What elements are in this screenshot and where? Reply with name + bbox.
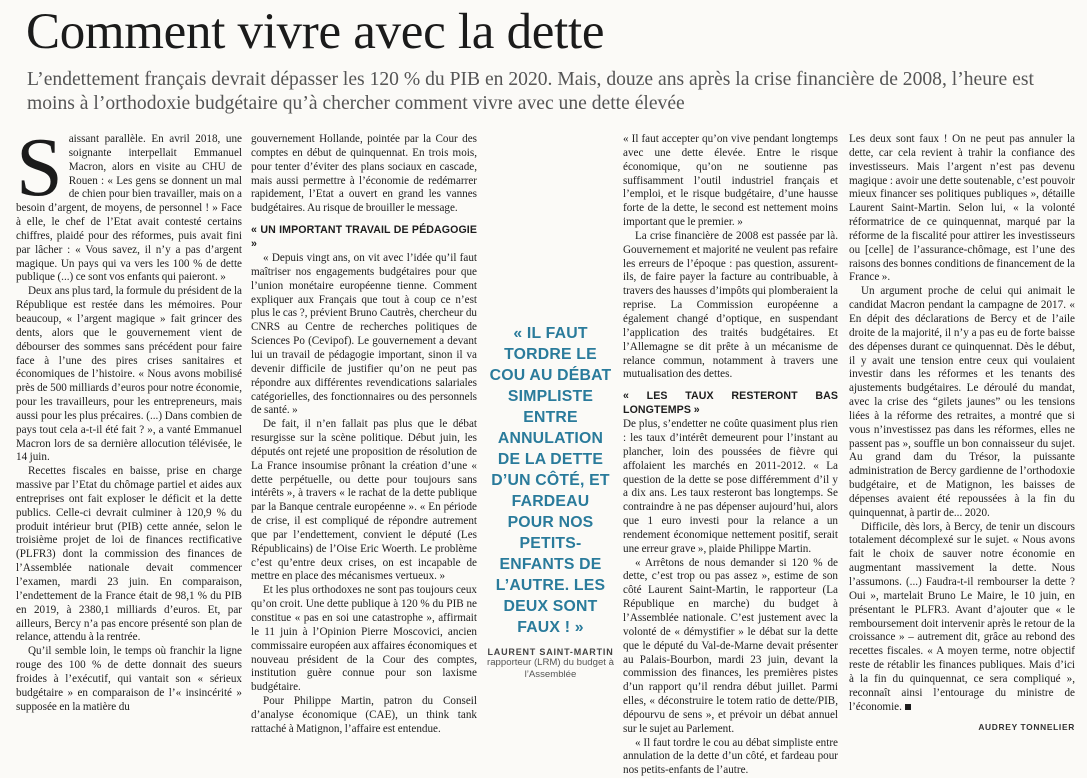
- drop-cap: S: [16, 121, 63, 214]
- paragraph: [849, 521, 1075, 715]
- paragraph: « Il faut tordre le cou au débat simpliste entre annulation de la dette d’un côté, et fardeau pour nos petits-enfants de l’autre.: [623, 736, 838, 777]
- paragraph: De plus, s’endetter ne coûte quasiment plus rien : les taux d’intérêt demeurent pour l’instant au plancher, loin des poussées de fièvre qui affolaient les marchés en 2011-2012. « La question de la dette se pose différemment d’il y a dix ans. Les taux resteront bas longtemps. Se contraindre à ne pas dépenser aujourd’hui, alors que 1 euro investi pour la relance a un rendement économique nettement positif, serait une erreur grave », plaide Philippe Martin.: [623, 418, 838, 555]
- paragraph: Qu’il semble loin, le temps où franchir la ligne rouge des 100 % de dette donnait des sueurs froides à l’exécutif, qui vantait son « sérieux budgétaire » en comparaison de l’« insincérité » supposée en la matière du: [16, 645, 242, 713]
- paragraph: Pour Philippe Martin, patron du Conseil d’analyse économique (CAE), un think tank rattaché à Matignon, l’affaire est entendue.: [251, 695, 477, 735]
- paragraph: Les deux sont faux ! On ne peut pas annuler la dette, car cela revient à trahir la confiance des investisseurs. Mais l’argent n’est pas devenu magique : avoir une dette soutenable, c’est pouvoir mieux financer ses politiques publiques », détaille Laurent Saint-Martin. Selon lui, « la volonté réformatrice de ce quinquennat, marqué par la réforme de la fiscalité pour attirer les investisseurs ou [celle] de l’assurance-chômage, est l’une des raisons des bonnes conditions de financement de la France ».: [849, 133, 1075, 284]
- pull-quote-text: « IL FAUT TORDRE LE COU AU DÉBAT SIMPLISTE ENTRE ANNULATION DE LA DETTE D’UN CÔTÉ, ET FARDEAU POUR NOS PETITS-ENFANTS DE L’AUTRE. LES DEUX SONT FAUX ! »: [489, 325, 612, 636]
- paragraph: Un argument proche de celui qui animait le candidat Macron pendant la campagne de 2017. « En dépit des déclarations de Bercy et de l’aile droite de la majorité, il n’y a pas eu de forte baisse des dépenses durant ce quinquennat. Dès le début, il y avait une tension entre ceux qui voulaient investir dans les réformes et les tenants des ajustements budgétaires. Le déroulé du mandat, avec la crise des “gilets jaunes” ou les tensions liées à la réforme des retraites, a montré que si vous n’investissez pas dans les réformes, elles ne passent pas », souffle un bon connaisseur du sujet. Au grand dam du Trésor, la puissante administration de Bercy gardienne de l’orthodoxie budgétaire, et de Matignon, les baisses de dépenses avaient été repoussées à la fin du quinquennat, à partir de... 2020.: [849, 285, 1075, 519]
- byline: AUDREY TONNELIER: [978, 722, 1075, 733]
- column-3: [623, 133, 838, 778]
- column-2: [251, 133, 477, 737]
- pull-quote-role: rapporteur (LRM) du budget à l’Assemblée: [487, 657, 614, 680]
- paragraph-text: Difficile, dès lors, à Bercy, de tenir un discours totalement décomplexé sur le sujet. « Nous avons fait le choix de sauver notre économie en augmentant massivement la dette. Nous l’assumons. (...) Faudra-t-il rembourser la dette ? Oui », martelait Bruno Le Maire, le 10 juin, en présentant le PLFR3. Avant d’ajouter que « le remboursement doit intervenir après le retour de la croissance » – autrement dit, grâce au rebond des recettes fiscales. « A moyen terme, notre objectif reste de rétablir les finances publiques. Mais d’ici à la fin du quinquennat, ce sera compliqué », reconnaît ainsi l’entourage du ministre de l’économie.: [849, 520, 1075, 713]
- paragraph: « Arrêtons de nous demander si 120 % de dette, c’est trop ou pas assez », estime de son côté Laurent Saint-Martin, le rapporteur (La République en marche) du budget à l’Assemblée nationale. C’est justement avec la volonté de « démystifier » le débat sur la dette que le député du Val-de-Marne devait présenter au Palais-Bourbon, mardi 23 juin, devant la commission des finances, les premières pistes d’un rapport qu’il rendra début juillet. Parmi elles, « déconstruire le totem ratio de dette/PIB, dépourvu de sens », et prévoir un débat annuel sur le sujet au Parlement.: [623, 556, 838, 735]
- section-heading: « UN IMPORTANT TRAVAIL DE PÉDAGOGIE »: [251, 224, 477, 251]
- column-1: [16, 121, 242, 714]
- paragraph: De fait, il n’en fallait pas plus que le débat resurgisse sur la scène politique. Début juin, les députés ont rejeté une proposition de résolution de La France insoumise prônant la création d’une « dette perpétuelle, ou dette pour toujours sans intérêts », à travers « le rachat de la dette publique par la Banque centrale européenne ». « En période de crise, il est compliqué de répondre autrement que par l’endettement, convient le député (Les Républicains) de l’Oise Eric Woerth. Le problème c’est qu’entre deux crises, on est incapable de mettre en place des mécanismes vertueux. »: [251, 418, 477, 583]
- end-mark-icon: [905, 704, 911, 710]
- section-heading: « LES TAUX RESTERONT BAS LONGTEMPS »: [623, 390, 838, 417]
- paragraph: « Il faut accepter qu’on vive pendant longtemps avec une dette élevée. Entre le risque économique, qu’on ne soutienne pas suffisamment l’outil industriel français et l’emploi, et le risque budgétaire, d’une hausse forte de la dette, le second est nettement moins important que le premier. »: [623, 133, 838, 229]
- paragraph: gouvernement Hollande, pointée par la Cour des comptes en début de quinquennat. En trois mois, pour tenter d’éviter des plans sociaux en cascade, mais aussi permettre à l’économie de redémarrer rapidement, l’Etat a ouvert en grand les vannes budgétaires. Au risque de brouiller le message.: [251, 133, 477, 215]
- paragraph-text: aissant parallèle. En avril 2018, une soignante interpellait Emmanuel Macron, alors en visite au CHU de Rouen : « Les gens se donnent un mal de chien pour bien travailler, mais on a besoin d’argent, de moyens, de personnel ! » Face à elle, le chef de l’Etat avait contesté certains chiffres, plaidé pour des réformes, puis avait fini par lâcher : « Vous savez, il n’y a pas d’argent magique. Un pays qui va vers les 100 % de dette publique (...) ce sont vos enfants qui paieront. »: [16, 133, 242, 284]
- article-title: Comment vivre avec la dette: [26, 4, 605, 60]
- pull-quote-author: LAURENT SAINT-MARTIN: [487, 647, 614, 657]
- paragraph: Recettes fiscales en baisse, prise en charge massive par l’Etat du chômage partiel et aides aux entreprises ont fait exploser le déficit et la dette publics. Celle-ci devrait culminer à 120,9 % du produit intérieur brut (PIB) cette année, selon le troisième projet de loi de finances rectificative (PLFR3) dont la commission des finances de l’Assemblée nationale devait commencer l’examen, mardi 23 juin. En comparaison, l’endettement de la France était de 98,1 % du PIB en 2019, à 2380,1 milliards d’euros. Et, par ailleurs, Bercy n’a pas encore présenté son plan de relance, attendu à la rentrée.: [16, 465, 242, 644]
- column-4: [849, 133, 1075, 735]
- article-deck: L’endettement français devrait dépasser les 120 % du PIB en 2020. Mais, douze ans après la crise financière de 2008, l’heure est moins à l’orthodoxie budgétaire qu’à chercher comment vivre avec une dette élevée: [27, 69, 1034, 114]
- pull-quote: [487, 323, 614, 681]
- paragraph: [16, 121, 242, 285]
- paragraph: Deux ans plus tard, la formule du président de la République est restée dans les mémoires. Pour beaucoup, « l’argent magique » fait grincer des dents, alors que le gouvernement vient de débourser des sommes sans précédent pour faire face à l’une des pires crises sanitaires et économiques de l’histoire. « Nous avons mobilisé près de 500 milliards d’euros pour notre économie, pour les travailleurs, pour les entrepreneurs, mais aussi pour les plus précaires. (...) Dans combien de pays tout cela a-t-il été fait ? », a vanté Emmanuel Macron lors de sa dernière allocution télévisée, le 14 juin.: [16, 285, 242, 464]
- paragraph: « Depuis vingt ans, on vit avec l’idée qu’il faut maîtriser nos engagements budgétaires pour que l’union monétaire européenne tienne. Comment expliquer aux Français que tout à coup ce n’est plus le cas ?, prévient Bruno Cautrès, chercheur du CNRS au Centre de recherches politiques de Sciences Po (Cevipof). Le gouvernement a devant lui un travail de pédagogie important, sinon il va devenir difficile de justifier qu’on ne peut pas répondre aux différentes revendications salariales catégorielles, des fonctionnaires ou des personnels de santé. »: [251, 252, 477, 417]
- paragraph: La crise financière de 2008 est passée par là. Gouvernement et majorité ne veulent pas refaire les erreurs de l’époque : pas question, assurent-ils, de faire payer la facture au contribuable, à travers des hausses d’impôts qui plomberaient la reprise. La Commission européenne a également changé d’optique, en suspendant l’application des traités budgétaires. Et l’Allemagne se dit prête à un mécanisme de relance commun, notamment à travers une mutualisation des dettes.: [623, 229, 838, 381]
- paragraph: Et les plus orthodoxes ne sont pas toujours ceux qu’on croit. Une dette publique à 120 % du PIB ne constitue « pas en soi une catastrophe », affirmait le 11 juin à l’Opinion Pierre Moscovici, ancien commissaire européen aux affaires économiques et nouveau président de la Cour des comptes, institution guère connue pour son laxisme budgétaire.: [251, 584, 477, 694]
